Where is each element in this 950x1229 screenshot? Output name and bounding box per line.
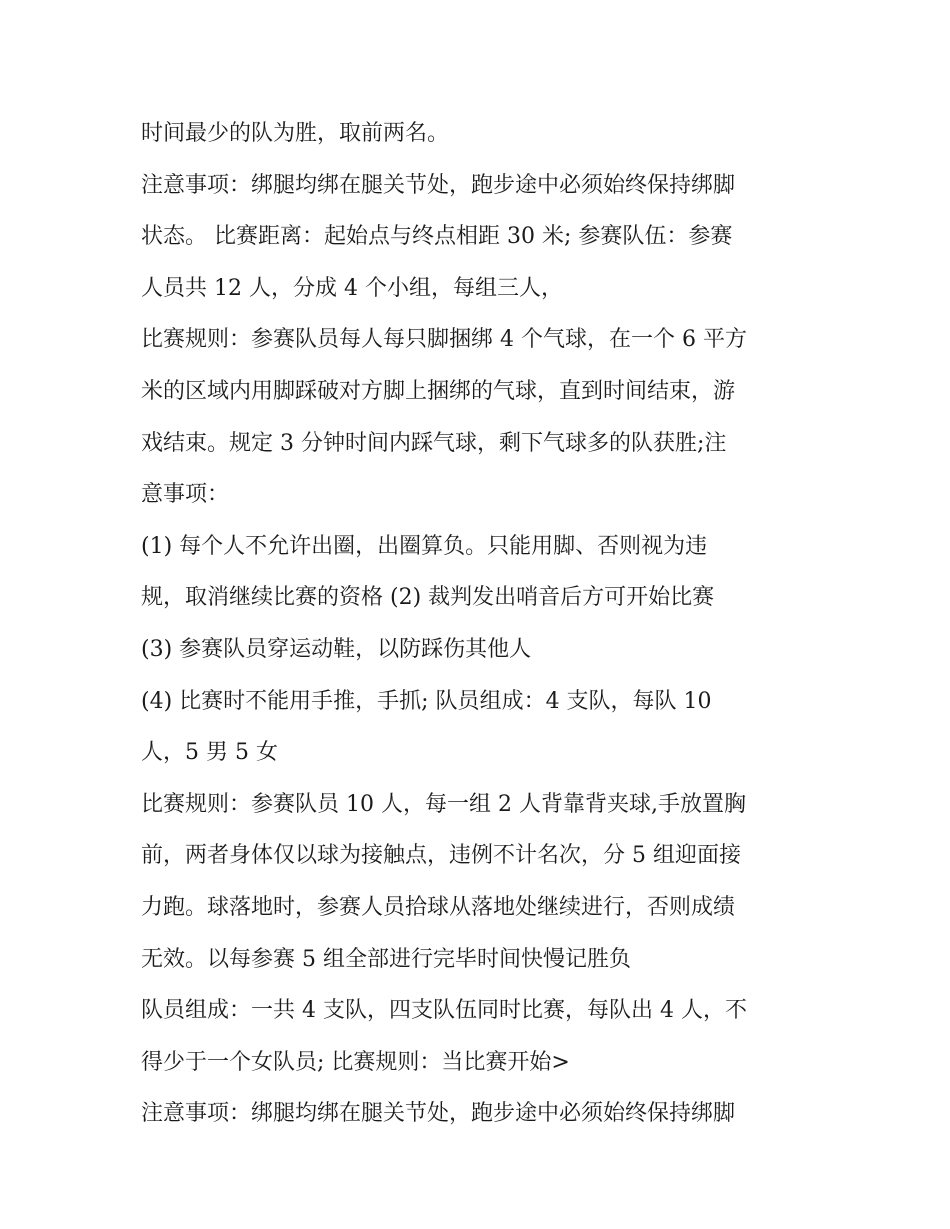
text-line: 队员组成：一共 4 支队，四支队伍同时比赛，每队出 4 人，不 bbox=[141, 998, 747, 1024]
text-line: 力跑。球落地时，参赛人员拾球从落地处继续进行，否则成绩 bbox=[141, 894, 736, 920]
text-line: 前，两者身体仅以球为接触点，违例不计名次，分 5 组迎面接 bbox=[141, 843, 741, 869]
text-line: 无效。以每参赛 5 组全部进行完毕时间快慢记胜负 bbox=[141, 946, 631, 972]
text-line: 规，取消继续比赛的资格 (2) 裁判发出哨音后方可开始比赛 bbox=[141, 585, 715, 611]
text-line: 人，5 男 5 女 bbox=[141, 740, 278, 766]
text-line: 意事项： bbox=[141, 482, 230, 508]
text-line: 状态。 比赛距离：起始点与终点相距 30 米; 参赛队伍：参赛 bbox=[141, 224, 733, 250]
text-line: 注意事项：绑腿均绑在腿关节处，跑步途中必须始终保持绑脚 bbox=[141, 1101, 736, 1127]
text-line: 人员共 12 人，分成 4 个小组，每组三人， bbox=[141, 275, 563, 301]
text-line: 比赛规则：参赛队员 10 人，每一组 2 人背靠背夹球,手放置胸 bbox=[141, 791, 746, 817]
text-line: 米的区域内用脚踩破对方脚上捆绑的气球，直到时间结束，游 bbox=[141, 378, 736, 404]
text-line: (4) 比赛时不能用手推，手抓; 队员组成：4 支队，每队 10 bbox=[141, 688, 712, 714]
text-line: 得少于一个女队员; 比赛规则：当比赛开始> bbox=[141, 1049, 570, 1075]
text-line: 时间最少的队为胜，取前两名。 bbox=[141, 121, 450, 146]
text-line: (1) 每个人不允许出圈，出圈算负。只能用脚、否则视为违 bbox=[141, 533, 708, 559]
text-line: 戏结束。规定 3 分钟时间内踩气球，剩下气球多的队获胜;注 bbox=[141, 430, 727, 456]
text-line: 比赛规则：参赛队员每人每只脚捆绑 4 个气球，在一个 6 平方 bbox=[141, 327, 747, 353]
text-line: (3) 参赛队员穿运动鞋，以防踩伤其他人 bbox=[141, 636, 532, 662]
document-body bbox=[141, 108, 821, 1140]
text-line: 注意事项：绑腿均绑在腿关节处，跑步途中必须始终保持绑脚 bbox=[141, 172, 736, 198]
